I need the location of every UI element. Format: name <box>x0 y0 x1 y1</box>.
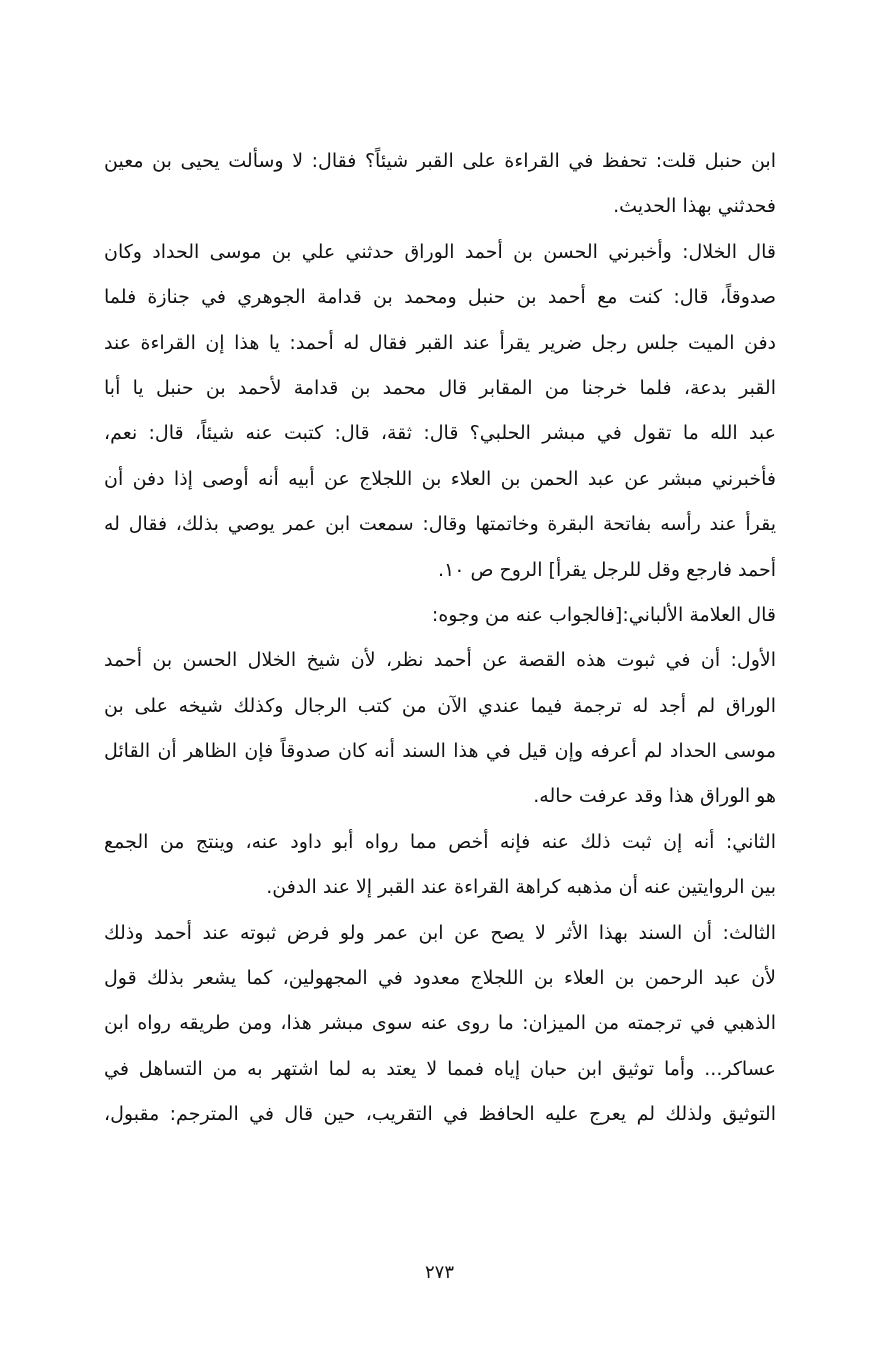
text-line: التوثيق ولذلك لم يعرج عليه الحافظ في التقريب، حين قال في المترجم: مقبول، <box>104 1103 776 1126</box>
text-line: هو الوراق هذا وقد عرفت حاله. <box>533 785 776 808</box>
text-line: موسى الحداد لم أعرفه وإن قيل في هذا السند أنه كان صدوقاً فإن الظاهر أن القائل <box>104 740 776 763</box>
text-line: الثالث: أن السند بهذا الأثر لا يصح عن ابن عمر ولو فرض ثبوته عند أحمد وذلك <box>104 921 776 944</box>
text-line: فأخبرني مبشر عن عبد الحمن بن العلاء بن اللجلاج عن أبيه أنه أوصى إذا دفن أن <box>104 467 776 490</box>
text-line: صدوقاً، قال: كنت مع أحمد بن حنبل ومحمد بن قدامة الجوهري في جنازة فلما <box>104 286 776 309</box>
text-line: فحدثني بهذا الحديث. <box>613 195 776 218</box>
text-line: الذهبي في ترجمته من الميزان: ما روى عنه سوى مبشر هذا، ومن طريقه رواه ابن <box>104 1012 776 1035</box>
text-line: لأن عبد الرحمن بن العلاء بن اللجلاج معدود في المجهولين، كما يشعر بذلك قول <box>104 967 776 990</box>
book-page-text <box>104 139 776 1138</box>
text-line: الثاني: أنه إن ثبت ذلك عنه فإنه أخص مما رواه أبو داود عنه، وينتج من الجمع <box>104 830 776 853</box>
text-line: ابن حنبل قلت: تحفظ في القراءة على القبر شيئاً؟ فقال: لا وسألت يحيى بن معين <box>104 150 776 172</box>
text-line: بين الروايتين عنه أن مذهبه كراهة القراءة عند القبر إلا عند الدفن. <box>266 876 776 899</box>
text-line: يقرأ عند رأسه بفاتحة البقرة وخاتمتها وقال: سمعت ابن عمر يوصي بذلك، فقال له <box>104 513 776 536</box>
text-line: عساكر... وأما توثيق ابن حبان إياه فمما لا يعتد به لما اشتهر به من التساهل في <box>104 1057 776 1080</box>
text-line: عبد الله ما تقول في مبشر الحلبي؟ قال: ثقة، قال: كتبت عنه شيئاً، قال: نعم، <box>104 422 776 445</box>
text-line: أحمد فارجع وقل للرجل يقرأ] الروح ص ١٠. <box>437 558 776 581</box>
text-line: القبر بدعة، فلما خرجنا من المقابر قال محمد بن قدامة لأحمد بن حنبل يا أبا <box>104 376 776 399</box>
text-line: قال العلامة الألباني:[فالجواب عنه من وجوه: <box>431 603 776 626</box>
text-line: قال الخلال: وأخبرني الحسن بن أحمد الوراق حدثني علي بن موسى الحداد وكان <box>104 240 776 263</box>
page-number: ٢٧٣ <box>424 1262 454 1283</box>
text-line: الوراق لم أجد له ترجمة فيما عندي الآن من كتب الرجال وكذلك شيخه على بن <box>104 694 776 717</box>
text-line: دفن الميت جلس رجل ضرير يقرأ عند القبر فقال له أحمد: يا هذا إن القراءة عند <box>104 331 776 354</box>
text-line: الأول: أن في ثبوت هذه القصة عن أحمد نظر، لأن شيخ الخلال الحسن بن أحمد <box>104 649 776 672</box>
